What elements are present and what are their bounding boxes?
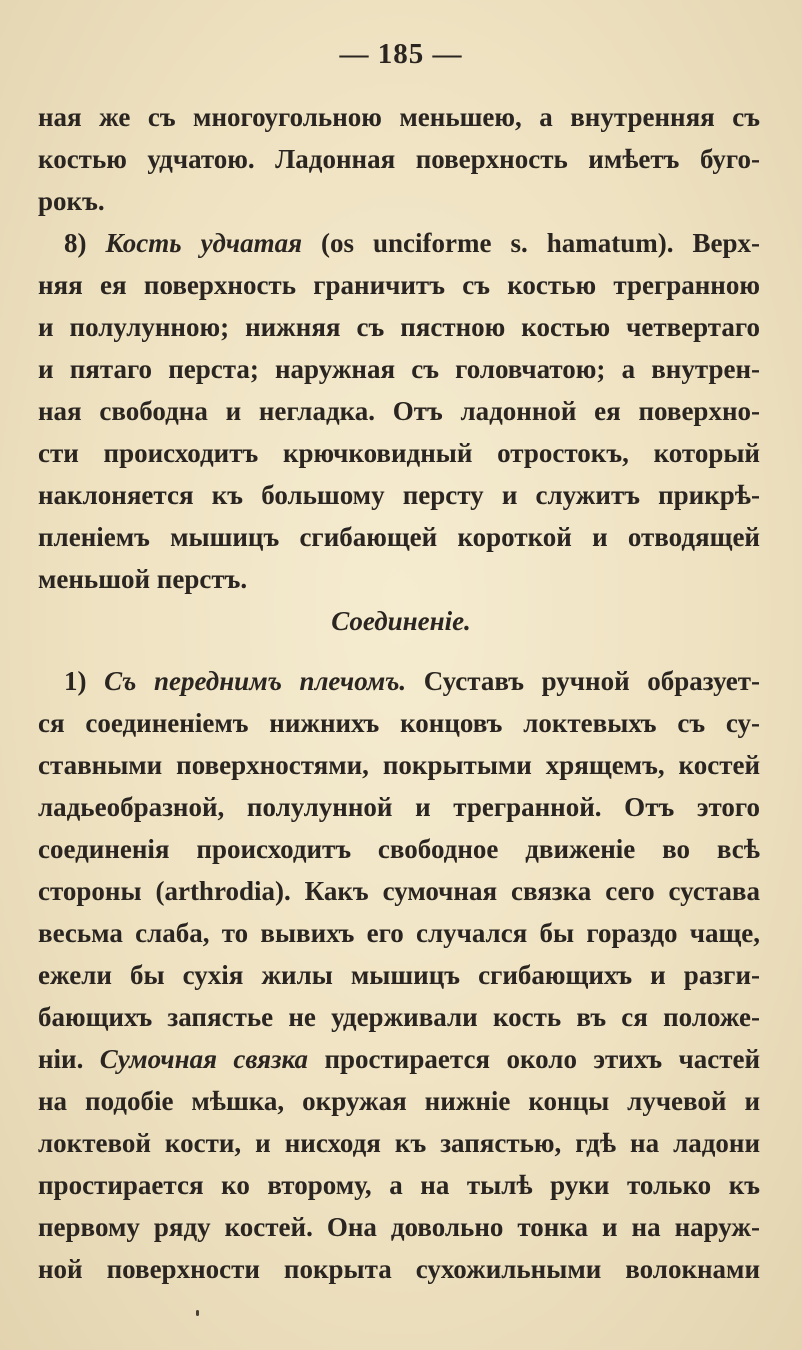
text-line — [38, 1256, 760, 1283]
text-line — [64, 668, 760, 695]
text-line — [38, 314, 760, 341]
text-line — [38, 794, 760, 821]
text-run: меньшой перстъ. — [38, 564, 248, 594]
text-line — [38, 566, 760, 593]
italic-term: Кость удчатая — [105, 228, 302, 258]
text-line — [38, 482, 760, 509]
text-run: и полулунною; нижняя съ пястною костью четвертаго — [38, 312, 760, 342]
text-line — [38, 1088, 760, 1115]
text-run: и пятаго перста; наружная съ головчатою; а внутрен- — [38, 354, 760, 384]
italic-term: Сумочная связка — [99, 1044, 309, 1074]
text-run: 1) — [64, 666, 105, 696]
text-run: бающихъ запястье не удерживали кость въ ся положе- — [38, 1002, 760, 1032]
text-run: первому ряду костей. Она довольно тонка и на наруж- — [38, 1212, 760, 1242]
text-line — [38, 1214, 760, 1241]
text-line — [38, 878, 760, 905]
text-run: (os unciforme s. hamatum). Верх- — [302, 228, 760, 258]
text-run: няя ея поверхность граничитъ съ костью трегранною — [38, 270, 760, 300]
text-line — [38, 1130, 760, 1157]
text-line — [38, 836, 760, 863]
text-run: ся соединенiемъ нижнихъ концовъ локтевыхъ съ су- — [38, 708, 760, 738]
ink-speck — [196, 1310, 199, 1316]
italic-term: Съ переднимъ плечомъ. — [104, 666, 407, 696]
page-number: — 185 — — [339, 38, 463, 70]
text-run: 8) — [64, 228, 106, 258]
text-line — [38, 710, 760, 737]
text-run: Суставъ ручной образует- — [406, 666, 760, 696]
text-run: простирается около этихъ частей — [308, 1044, 760, 1074]
text-run: ставными поверхностями, покрытыми хрящемъ, костей — [38, 750, 760, 780]
text-run: ежели бы сухiя жилы мышицъ сгибающихъ и разги- — [38, 960, 760, 990]
text-run: ладьеобразной, полулунной и трегранной. Отъ этого — [38, 792, 760, 822]
text-run: ная же съ многоугольною меньшею, а внутренняя съ — [38, 102, 760, 132]
text-line — [38, 188, 760, 215]
text-line — [38, 146, 760, 173]
text-run: стороны (arthrodia). Какъ сумочная связка сего сустава — [38, 876, 760, 906]
text-line — [38, 440, 760, 467]
text-line — [38, 1004, 760, 1031]
text-run: ная свободна и негладка. Отъ ладонной ея поверхно- — [38, 396, 760, 426]
text-run: костью удчатою. Ладонная поверхность имѣетъ буго- — [38, 144, 760, 174]
text-run: весьма слаба, то вывихъ его случался бы гораздо чаще, — [38, 918, 760, 948]
text-run: рокъ. — [38, 186, 105, 216]
text-line — [38, 1046, 760, 1073]
text-run: простирается ко второму, а на тылѣ руки только къ — [38, 1170, 760, 1200]
text-line — [38, 356, 760, 383]
text-run: локтевой кости, и нисходя къ запястью, гдѣ на ладони — [38, 1128, 760, 1158]
text-line — [38, 272, 760, 299]
text-run: ной поверхности покрыта сухожильными волокнами — [38, 1254, 760, 1284]
text-line — [38, 398, 760, 425]
section-heading: Соединенiе. — [331, 606, 471, 636]
text-run: на подобiе мѣшка, окружая нижнiе концы лучевой и — [38, 1086, 760, 1116]
text-line — [38, 104, 760, 131]
text-line — [38, 524, 760, 551]
text-run: пленiемъ мышицъ сгибающей короткой и отводящей — [38, 522, 760, 552]
text-run: нiи. — [38, 1044, 100, 1074]
text-line — [38, 962, 760, 989]
text-run: соединенiя происходитъ свободное движенiе во всѣ — [38, 834, 760, 864]
text-line — [38, 1172, 760, 1199]
text-line — [38, 920, 760, 947]
text-line — [38, 752, 760, 779]
text-run: наклоняется къ большому персту и служитъ прикрѣ- — [38, 480, 760, 510]
text-run: сти происходитъ крючковидный отростокъ, который — [38, 438, 760, 468]
text-line — [64, 230, 760, 257]
